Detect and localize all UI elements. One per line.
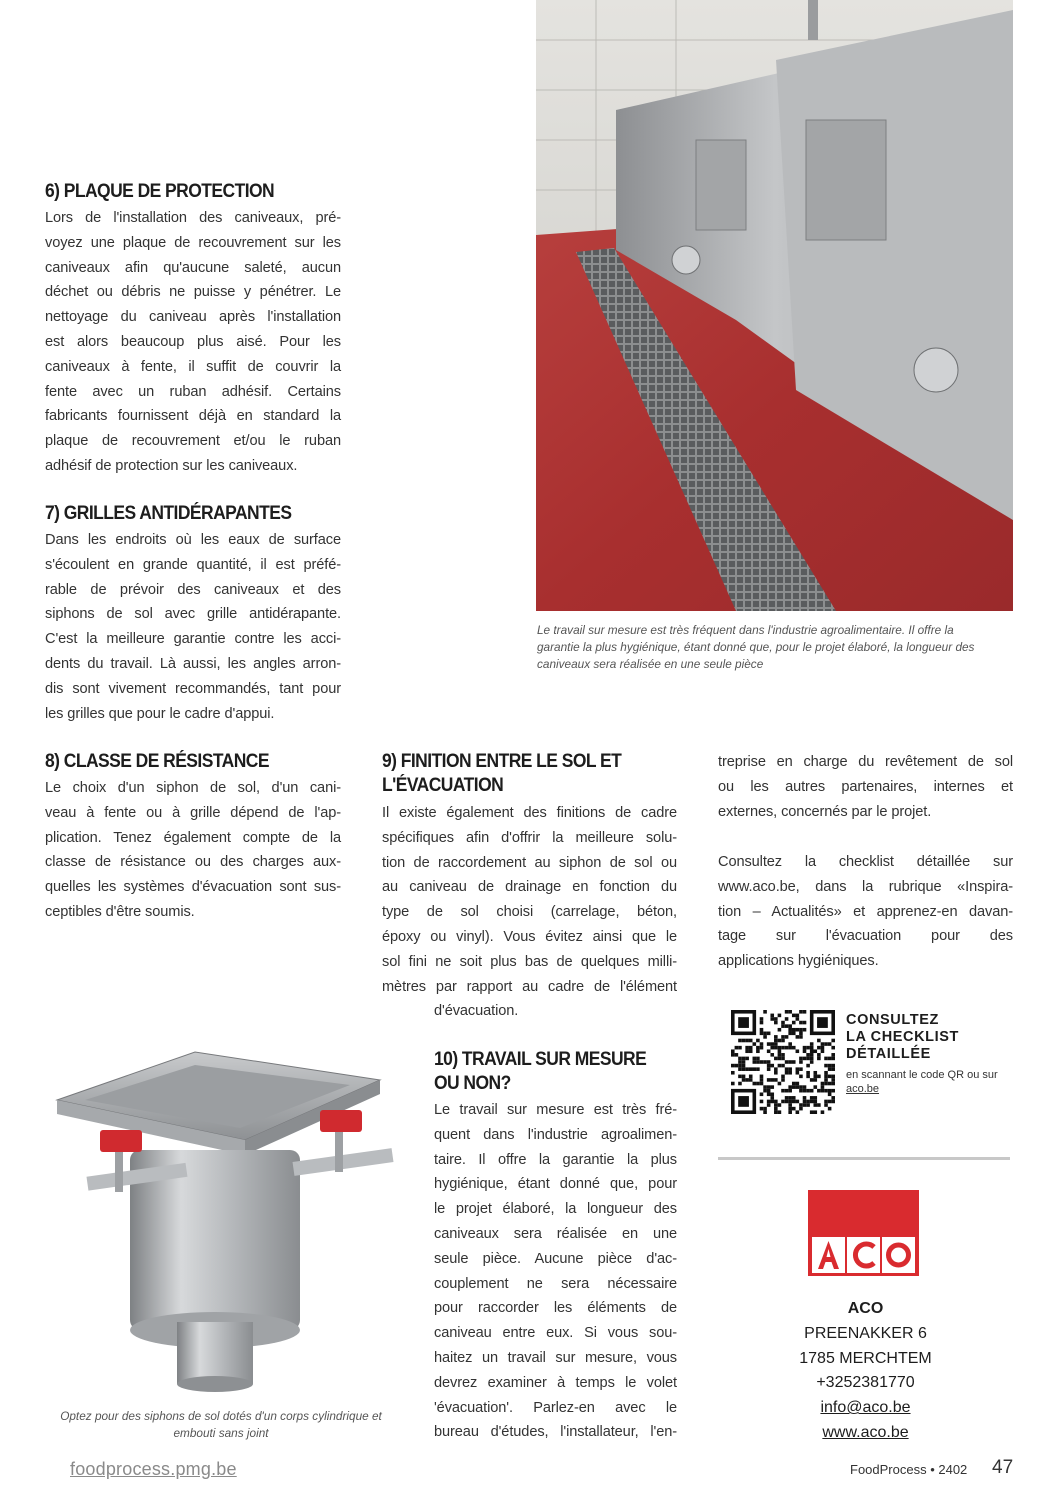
s6-body-line: est alors beaucoup plus aisé. Pour les — [45, 333, 341, 350]
s6-body-line: Lors de l'installation des caniveaux, pré- — [45, 210, 341, 226]
s10-body-line: devrez examiner à temps le volet — [434, 1374, 677, 1391]
qr-callout — [846, 1012, 1016, 1096]
phone: +3252381770 — [816, 1374, 915, 1392]
s7-body-line: Dans les endroits où les eaux de surface — [45, 532, 341, 548]
s9-body-line: spécifiques afin d'offrir la meilleure solu- — [382, 829, 677, 846]
s7-body-line: les grilles que pour le cadre d'appui. — [45, 705, 275, 722]
qr-callout-link[interactable]: aco.be — [846, 1083, 880, 1095]
s10-body-line: Le travail sur mesure est très fré- — [434, 1102, 677, 1118]
qr-callout-sub: en scannant le code QR ou sur — [846, 1069, 998, 1081]
col3-a-line: ou les autres partenaires, internes et — [718, 778, 1013, 795]
s10-body-line: 'évacuation'. Parlez-en avec le — [434, 1399, 677, 1416]
s6-body-line: fente avec un ruban adhésif. Certains — [45, 383, 341, 400]
company-name: ACO — [847, 1300, 884, 1317]
kitchen-caption-line: garantie la plus hygiénique, étant donné que, pour le projet élaboré, la longueur des — [537, 640, 975, 654]
aco-logo-graphic — [808, 1190, 919, 1276]
qr-heading-line-2: LA CHECKLIST — [846, 1029, 959, 1045]
s10-body-line: seule pièce. Aucune pièce d'ac- — [434, 1250, 677, 1267]
s9-body-line: type de sol choisi (carrelage, béton, — [382, 904, 677, 921]
s10-body-line: taire. Il offre la garantie la plus — [434, 1151, 677, 1168]
section-6-body — [45, 206, 341, 479]
s8-body-line: ceptibles d'être soumis. — [45, 903, 195, 920]
address-block — [768, 1297, 963, 1446]
siphon-photo — [45, 1040, 405, 1400]
s10-body-line: bureau d'études, l'installateur, l'en- — [434, 1424, 677, 1441]
col3-b-line: tion – Actualités» et apprenez-en davan- — [718, 903, 1013, 920]
s7-body-line: rable de prévoir des caniveaux et des — [45, 581, 341, 598]
col3-b-line: applications hygiéniques. — [718, 953, 879, 970]
s8-body-line: plication. Tenez également compte de la — [45, 829, 341, 846]
s10-body-line: hygiénique, étant donné que, pour — [434, 1176, 677, 1193]
s9-body-line: au caniveau de drainage en fonction du — [382, 879, 677, 896]
city: 1785 MERCHTEM — [799, 1349, 932, 1367]
s8-body-line: veau à fente ou à grille dépend de l'ap- — [45, 804, 341, 821]
page-number: 47 — [992, 1457, 1014, 1478]
section-10-title-line-1: 10) TRAVAIL SUR MESURE — [434, 1049, 647, 1070]
s8-body-line: classe de résistance ou des charges aux- — [45, 854, 341, 871]
street: PREENAKKER 6 — [804, 1324, 927, 1342]
siphon-illustration — [45, 1040, 405, 1400]
section-9-last-line: d'évacuation. — [434, 1003, 519, 1019]
qr-code-graphic — [731, 1010, 835, 1114]
section-7-body — [45, 528, 341, 726]
s9-body-line: sol fini ne soit plus bas de quelques milli- — [382, 953, 677, 970]
s10-body-line: caniveau entre eux. Si vous sou- — [434, 1325, 677, 1342]
section-6-title: 6) PLAQUE DE PROTECTION — [45, 181, 275, 202]
section-10-title — [434, 1048, 665, 1096]
qr-callout-heading — [846, 1012, 1016, 1063]
email-link[interactable]: info@aco.be — [820, 1399, 911, 1417]
s9-body-line: époxy ou vinyl). Vous évitez ainsi que le — [382, 928, 677, 945]
col3-a-line: treprise en charge du revêtement de sol — [718, 754, 1013, 770]
s10-body-line: pour raccorder les éléments de — [434, 1300, 677, 1317]
s6-body-line: caniveaux à fente, il suffit de couvrir la — [45, 358, 341, 375]
col3-a-line: externes, concernés par le projet. — [718, 803, 932, 820]
siphon-photo-caption — [45, 1408, 397, 1442]
divider — [718, 1157, 1010, 1160]
s10-body-line: caniveaux sera réalisée en une — [434, 1225, 677, 1242]
s7-body-line: s'écoulent en grande quantité, il est préfé- — [45, 556, 341, 573]
col3-b-line: Consultez la checklist détaillée sur — [718, 854, 1013, 870]
s7-body-line: siphons de sol avec grille antidérapante. — [45, 606, 341, 623]
s6-body-line: adhésif de protection sur les caniveaux. — [45, 457, 298, 474]
section-10-body — [434, 1098, 677, 1445]
section-9-title-line-1: 9) FINITION ENTRE LE SOL ET — [382, 751, 622, 772]
kitchen-photo-illustration — [536, 0, 1013, 611]
col3-b-line: tage sur l'évacuation pour des — [718, 928, 1013, 945]
column-3-paragraph-2 — [718, 850, 1013, 974]
section-7-title: 7) GRILLES ANTIDÉRAPANTES — [45, 503, 292, 524]
section-8-title: 8) CLASSE DE RÉSISTANCE — [45, 751, 269, 772]
section-9-title-line-2: L'ÉVACUATION — [382, 775, 504, 796]
siphon-caption-line: embouti sans joint — [173, 1426, 269, 1440]
kitchen-photo-caption — [537, 622, 1013, 673]
section-8-body — [45, 776, 341, 925]
kitchen-photo — [536, 0, 1013, 611]
s6-body-line: nettoyage du caniveau après l'installation — [45, 309, 341, 326]
col3-b-line: www.aco.be, dans la rubrique «Inspira- — [718, 878, 1013, 895]
s10-body-line: le projet élaboré, la longueur des — [434, 1201, 677, 1218]
s7-body-line: C'est la meilleure garantie contre les acci- — [45, 631, 341, 648]
qr-heading-line-3: DÉTAILLÉE — [846, 1046, 931, 1062]
section-10-title-line-2: OU NON? — [434, 1073, 511, 1094]
s6-body-line: plaque de recouvrement et/ou le ruban — [45, 433, 341, 450]
section-9-title — [382, 750, 642, 798]
s6-body-line: caniveaux afin qu'aucune saleté, aucun — [45, 259, 341, 276]
s8-body-line: Le choix d'un siphon de sol, d'un cani- — [45, 780, 341, 796]
s9-body-line: mètres par rapport au cadre de l'élément — [382, 978, 677, 995]
s6-body-line: fabricants fournissent déjà en standard la — [45, 408, 341, 425]
qr-code[interactable] — [731, 1010, 835, 1114]
s10-body-line: haitez un travail sur mesure, vous — [434, 1349, 677, 1366]
qr-heading-line-1: CONSULTEZ — [846, 1012, 939, 1028]
siphon-caption-line: Optez pour des siphons de sol dotés d'un corps cylindrique et — [60, 1409, 382, 1423]
s6-body-line: déchet ou débris ne puisse y pénétrer. Le — [45, 284, 341, 301]
s7-body-line: dis sont vivement recommandés, tant pour — [45, 680, 341, 697]
website-link[interactable]: www.aco.be — [822, 1423, 909, 1441]
s8-body-line: quelles les systèmes d'évacuation sont sus- — [45, 879, 341, 896]
s6-body-line: voyez une plaque de recouvrement sur les — [45, 234, 341, 251]
s9-body-line: Il existe également des finitions de cadre — [382, 805, 677, 821]
section-9-body — [382, 801, 677, 999]
footer-magazine: FoodProcess • 2402 — [850, 1462, 968, 1477]
s10-body-line: couplement ne sera nécessaire — [434, 1275, 677, 1292]
s7-body-line: dents du travail. Là aussi, les angles arron- — [45, 655, 341, 672]
kitchen-caption-line: caniveaux sera réalisée en une seule pièce — [537, 657, 764, 671]
kitchen-caption-line: Le travail sur mesure est très fréquent dans l'industrie agroalimentaire. Il offre la — [537, 623, 954, 637]
column-3-paragraph-1 — [718, 750, 1013, 824]
footer-website-link[interactable]: foodprocess.pmg.be — [70, 1459, 237, 1479]
s10-body-line: quent dans l'industrie agroalimen- — [434, 1126, 677, 1143]
s9-body-line: tion de raccordement au siphon de sol ou — [382, 854, 677, 871]
aco-logo — [808, 1190, 919, 1276]
